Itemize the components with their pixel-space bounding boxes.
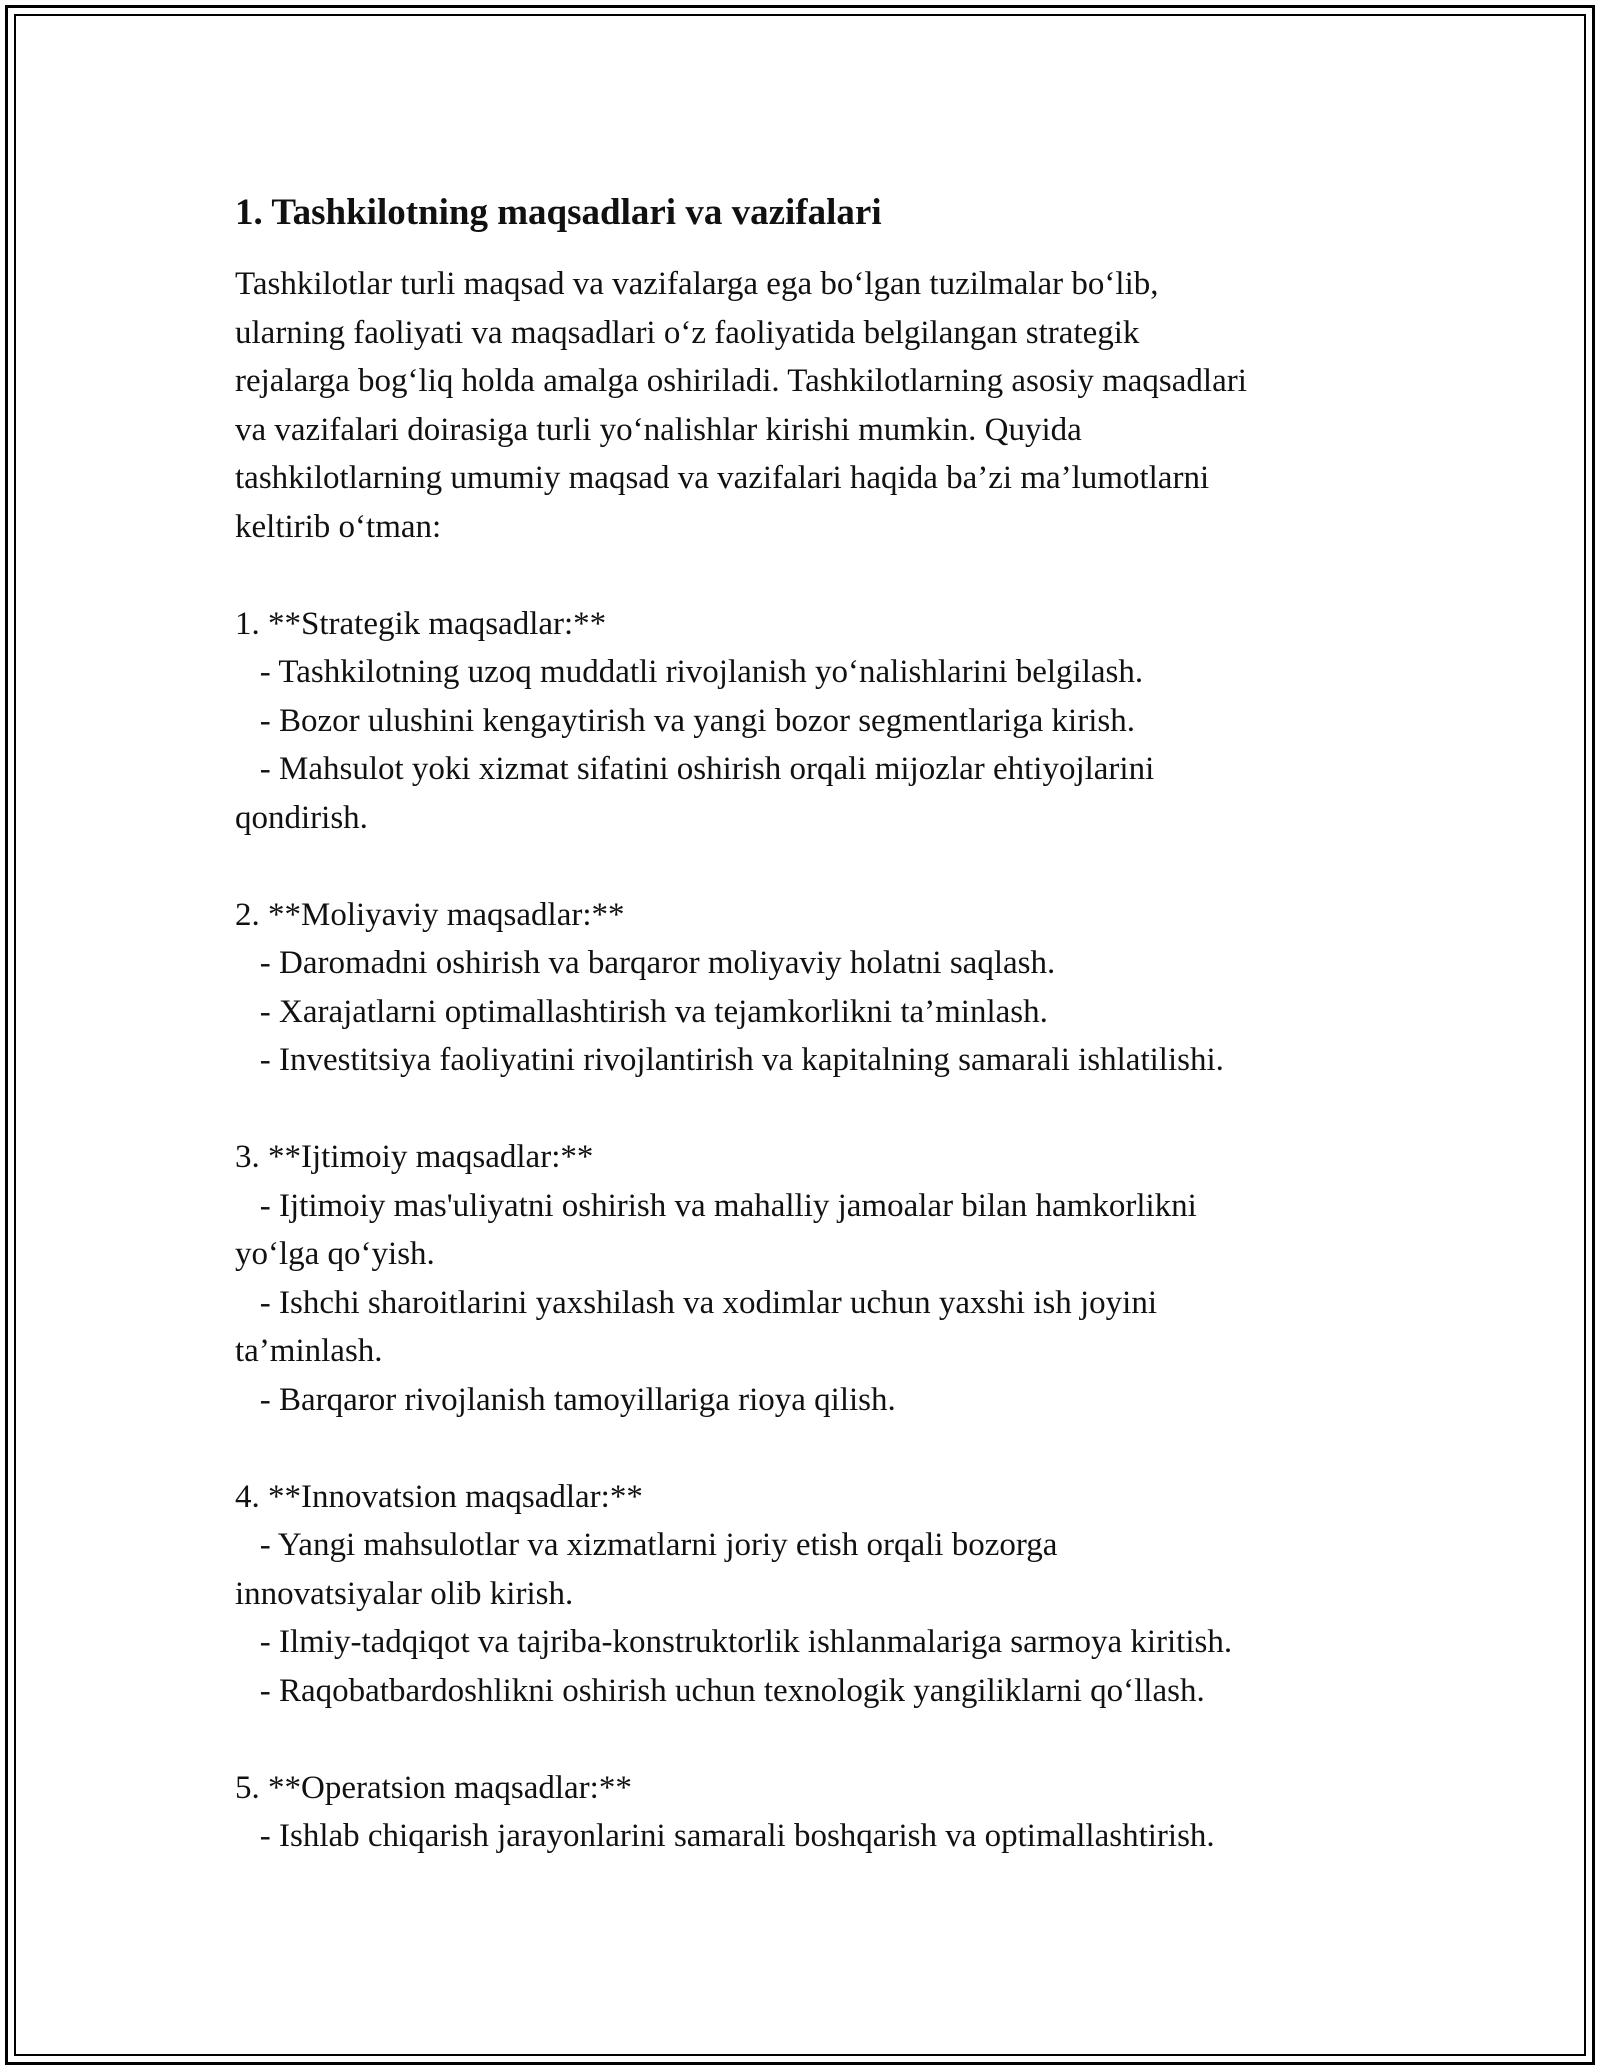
document-body — [235, 186, 1385, 1861]
list-item: - Ilmiy-tadqiqot va tajriba-konstruktorlik ishlanmalariga sarmoya kiritish. — [235, 1624, 1233, 1660]
list-item: - Ijtimoiy mas'uliyatni oshirish va mahalliy jamoalar bilan hamkorlikni — [235, 1187, 1197, 1224]
section-strategic — [235, 600, 1385, 843]
section-title: 4. **Innovatsion maqsadlar:** — [235, 1478, 643, 1515]
section-heading: 1. Tashkilotning maqsadlari va vazifalari — [235, 192, 882, 233]
section-title: 5. **Operatsion maqsadlar:** — [235, 1769, 632, 1806]
intro-line: Tashkilotlar turli maqsad va vazifalarga ega bo‘lgan tuzilmalar bo‘lib, — [235, 266, 1159, 302]
intro-line: va vazifalari doirasiga turli yo‘nalishlar kirishi mumkin. Quyida — [235, 411, 1082, 448]
list-item-continuation: qondirish. — [235, 799, 368, 836]
list-item: - Investitsiya faoliyatini rivojlantirish va kapitalning samarali ishlatilishi. — [235, 1042, 1224, 1078]
intro-line: keltirib o‘tman: — [235, 508, 442, 545]
list-item: - Raqobatbardoshlikni oshirish uchun texnologik yangiliklarni qo‘llash. — [235, 1672, 1205, 1709]
list-item: - Daromadni oshirish va barqaror moliyaviy holatni saqlash. — [235, 945, 1056, 981]
list-item-continuation: innovatsiyalar olib kirish. — [235, 1575, 574, 1612]
list-item-continuation: ta’minlash. — [235, 1333, 383, 1369]
list-item: - Ishchi sharoitlarini yaxshilash va xodimlar uchun yaxshi ish joyini — [235, 1284, 1158, 1321]
intro-paragraph — [235, 260, 1385, 551]
section-title: 1. **Strategik maqsadlar:** — [235, 605, 607, 642]
section-social — [235, 1133, 1385, 1424]
list-item-continuation: yo‘lga qo‘yish. — [235, 1236, 435, 1272]
section-financial — [235, 891, 1385, 1085]
list-item: - Mahsulot yoki xizmat sifatini oshirish orqali mijozlar ehtiyojlarini — [235, 751, 1155, 787]
section-title: 3. **Ijtimoiy maqsadlar:** — [235, 1139, 594, 1175]
list-item: - Yangi mahsulotlar va xizmatlarni joriy etish orqali bozorga — [235, 1527, 1058, 1563]
list-item: - Ishlab chiqarish jarayonlarini samarali boshqarish va optimallashtirish. — [235, 1818, 1215, 1854]
section-innovation — [235, 1473, 1385, 1716]
list-item: - Xarajatlarni optimallashtirish va tejamkorlikni ta’minlash. — [235, 993, 1048, 1030]
intro-line: ularning faoliyati va maqsadlari o‘z faoliyatida belgilangan strategik — [235, 314, 1140, 351]
section-operational — [235, 1764, 1385, 1861]
intro-line: tashkilotlarning umumiy maqsad va vazifalari haqida ba’zi ma’lumotlarni — [235, 460, 1210, 496]
list-item: - Tashkilotning uzoq muddatli rivojlanish yo‘nalishlarini belgilash. — [235, 654, 1144, 690]
intro-line: rejalarga bog‘liq holda amalga oshiriladi. Tashkilotlarning asosiy maqsadlari — [235, 363, 1247, 399]
list-item: - Bozor ulushini kengaytirish va yangi bozor segmentlariga kirish. — [235, 702, 1135, 739]
list-item: - Barqaror rivojlanish tamoyillariga rioya qilish. — [235, 1381, 896, 1418]
section-title: 2. **Moliyaviy maqsadlar:** — [235, 896, 625, 933]
